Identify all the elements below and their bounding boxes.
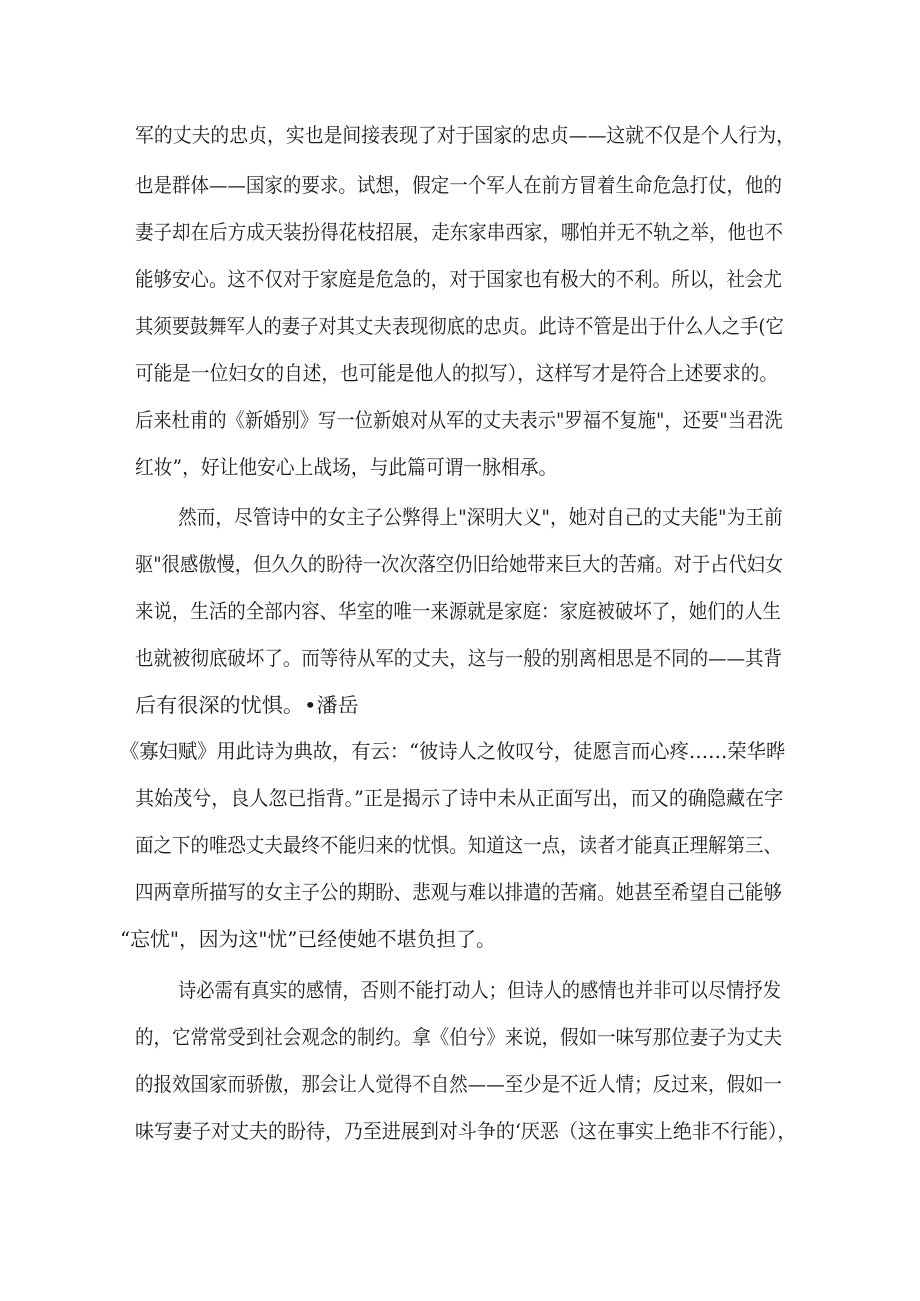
text-line: 能够安心。这不仅对于家庭是危急的，对于国家也有极大的不利。所以，社会尤 bbox=[135, 267, 782, 291]
text-line: 军的丈夫的忠贞，实也是间接表现了对于国家的忠贞——这就不仅是个人行为， bbox=[135, 123, 795, 147]
text-line: 来说，生活的全部内容、华室的唯一来源就是家庭：家庭被破坏了，她们的人生 bbox=[135, 599, 781, 623]
text-line: 其须要鼓舞军人的妻子对其丈夫表现彻底的忠贞。此诗不管是出于什么人之手(它 bbox=[135, 314, 784, 338]
text-line: 四两章所描写的女主子公的期盼、悲观与难以排遣的苦痛。她甚至希望自己能够 bbox=[135, 880, 782, 904]
text-line: 味写妻子对丈夫的盼待，乃至进展到对斗争的‘厌恶（这在事实上绝非不行能）， bbox=[135, 1119, 797, 1143]
text-line: 后来杜甫的《新婚别》写一位新娘对从军的丈夫表示"罗福不复施"，还要"当君洗 bbox=[135, 408, 783, 432]
text-line: 的报效国家而骄傲，那会让人觉得不自然——至少是不近人情；反过来，假如一 bbox=[135, 1072, 782, 1096]
text-line: 也是群体——国家的要求。试想，假定一个军人在前方冒着生命危急打仗，他的 bbox=[135, 173, 782, 197]
text-line: 红妆”，好让他安心上战场，与此篇可谓一脉相承。 bbox=[135, 455, 558, 479]
text-line: 《寡妇赋》用此诗为典故，有云：“彼诗人之攸叹兮，徒愿言而心疼……荣华晔 bbox=[120, 739, 786, 763]
text-line: 也就被彻底破坏了。而等待从军的丈夫，这与一般的别离相思是不同的——其背 bbox=[135, 646, 782, 670]
text-line: 其始茂兮，良人忽已指背。”正是揭示了诗中未从正面写出，而又的确隐藏在字 bbox=[135, 786, 784, 810]
text-line: 可能是一位妇女的自述，也可能是他人的拟写），这样写才是符合上述要求的。 bbox=[135, 361, 778, 385]
text-line: 然而，尽管诗中的女主子公弊得上"深明大义"，她对自己的丈夫能"为王前 bbox=[178, 505, 783, 529]
text-line: 的，它常常受到社会观念的制约。拿《伯兮》来说，假如一味写那位妻子为丈夫 bbox=[135, 1025, 782, 1049]
text-line: 后有很深的忧惧。•潘岳 bbox=[135, 693, 359, 717]
text-line: 诗必需有真实的感情，否则不能打动人；但诗人的感情也并非可以尽情抒发 bbox=[178, 978, 781, 1002]
text-line: “忘忧"，因为这"忧”已经使她不堪负担了。 bbox=[120, 927, 496, 951]
text-line: 妻子却在后方成天装扮得花枝招展，走东家串西家，哪怕并无不轨之举，他也不 bbox=[135, 220, 783, 244]
text-line: 驱"很感傲慢，但久久的盼待一次次落空仍旧给她带来巨大的苦痛。对于占代妇女 bbox=[135, 552, 784, 576]
text-line: 面之下的唯恐丈夫最终不能归来的忧惧。知道这一点，读者才能真正理解第三、 bbox=[135, 833, 782, 857]
